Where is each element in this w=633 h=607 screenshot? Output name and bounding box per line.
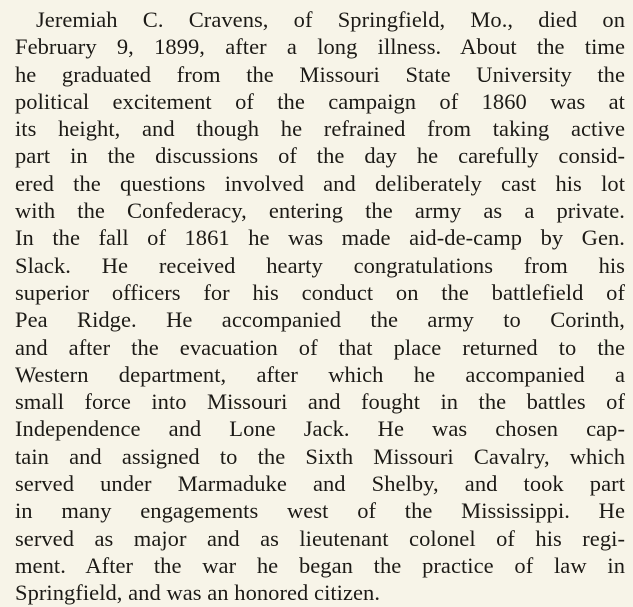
paragraph-line: February 9, 1899, after a long illness. About the time xyxy=(15,34,625,60)
paragraph-line: Springfield, and was an honored citizen. xyxy=(15,580,381,606)
paragraph-line: Jeremiah C. Cravens, of Springfield, Mo., died on xyxy=(36,7,625,32)
paragraph-line: ment. After the war he began the practice of law in xyxy=(15,552,625,578)
paragraph-line: ered the questions involved and deliberately cast his lot xyxy=(15,170,625,196)
paragraph-line: Pea Ridge. He accompanied the army to Corinth, xyxy=(15,307,625,333)
paragraph-line: political excitement of the campaign of 1860 was at xyxy=(15,88,625,114)
paragraph-line: and after the evacuation of that place returned to the xyxy=(15,334,625,360)
paragraph-line: tain and assigned to the Sixth Missouri Cavalry, which xyxy=(15,443,625,469)
paragraph-line: with the Confederacy, entering the army as a private. xyxy=(15,198,625,224)
obituary-paragraph xyxy=(15,6,625,607)
paragraph-line: its height, and though he refrained from taking active xyxy=(15,116,625,142)
paragraph-line: In the fall of 1861 he was made aid-de-camp by Gen. xyxy=(15,225,625,251)
paragraph-line: in many engagements west of the Mississippi. He xyxy=(15,498,625,524)
paragraph-line: Slack. He received hearty congratulations from his xyxy=(15,252,625,278)
paragraph-line: part in the discussions of the day he carefully consid- xyxy=(15,143,625,169)
paragraph-line: Independence and Lone Jack. He was chosen cap- xyxy=(15,416,625,442)
paragraph-line: served under Marmaduke and Shelby, and took part xyxy=(15,471,625,497)
paragraph-line: he graduated from the Missouri State University the xyxy=(15,61,625,87)
paragraph-line: Western department, after which he accompanied a xyxy=(15,361,625,387)
paragraph-line: served as major and as lieutenant colonel of his regi- xyxy=(15,525,625,551)
paragraph-line: superior officers for his conduct on the battlefield of xyxy=(15,279,625,305)
paragraph-line: small force into Missouri and fought in the battles of xyxy=(15,389,625,415)
